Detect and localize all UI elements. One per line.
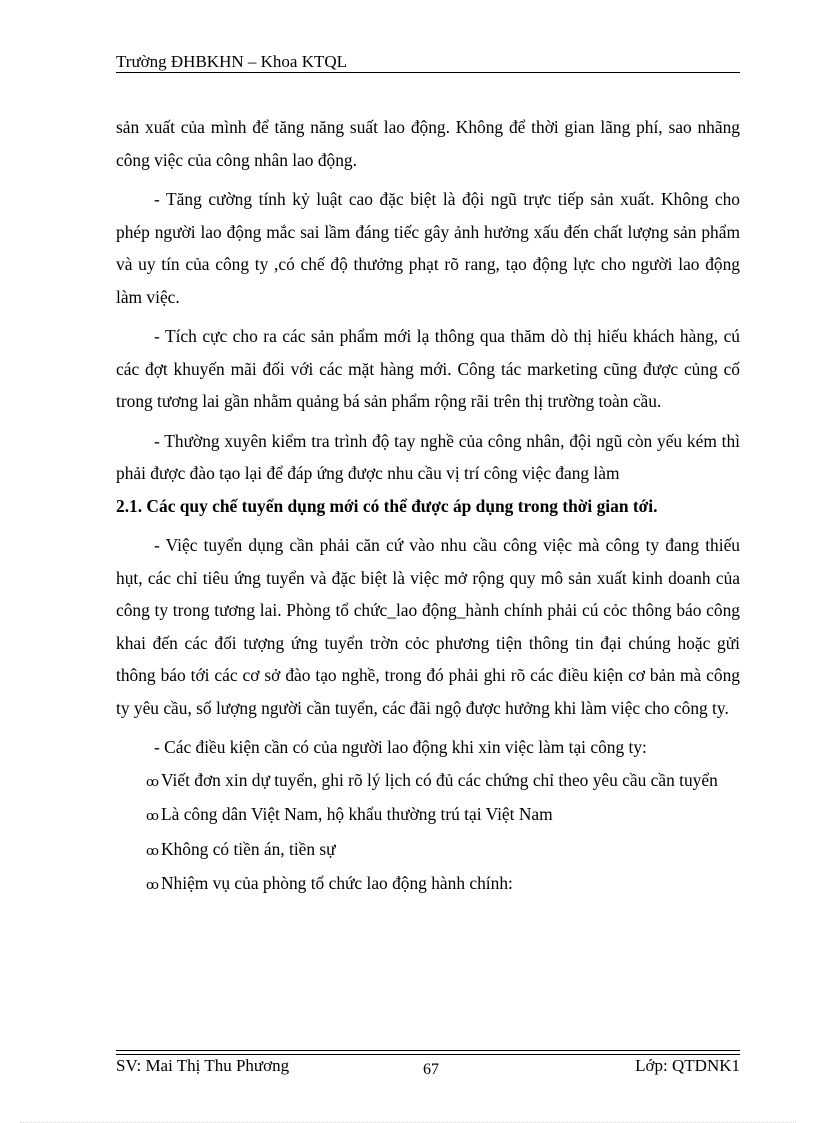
bullet-item <box>116 764 740 799</box>
header-rule <box>116 72 740 73</box>
bullet-text: Nhiệm vụ của phòng tổ chức lao động hành chính: <box>161 873 513 893</box>
paragraph-skills-check: - Thường xuyên kiểm tra trình độ tay nghề của công nhân, đội ngũ còn yếu kém thì phải được đào tạo lại để đáp ứng được nhu cầu vị trí công việc đang làm <box>116 430 740 483</box>
bullet-icon: ꝏ <box>146 808 158 823</box>
bullet-text: Là công dân Việt Nam, hộ khẩu thường trú tại Việt Nam <box>161 804 553 824</box>
class-name: Lớp: QTDNK1 <box>635 1056 740 1075</box>
bullet-text: Không có tiền án, tiền sự <box>161 838 336 859</box>
paragraph-recruitment: - Việc tuyển dụng cần phải căn cứ vào nhu cầu công việc mà công ty đang thiếu hụt, các chỉ tiêu ứng tuyển và đặc biệt là việc mở rộng quy mô sản xuất kinh doanh của công ty trong tương lai. Phòng tổ chức_lao động_hành chính phải cú cỏc thông báo công khai đến các đối tượng ứng tuyển trờn cỏc phương tiện thông tin đại chúng hoặc gửi thông báo tới các cơ sở đào tạo nghề, trong đó phải ghi rõ các điều kiện cơ bản mà công ty yêu cầu, số lượng người cần tuyển, các đãi ngộ được hưởng khi làm việc cho công ty. <box>116 535 740 718</box>
paragraph-conditions: - Các điều kiện cần có của người lao động khi xin việc làm tại công ty: <box>154 737 647 757</box>
paragraph-continued: sản xuất của mình để tăng năng suất lao động. Không để thời gian lãng phí, sao nhãng công việc của công nhân lao động. <box>116 117 740 170</box>
paragraph-discipline: - Tăng cường tính kỷ luật cao đặc biệt là đội ngũ trực tiếp sản xuất. Không cho phép người lao động mắc sai lầm đáng tiếc gây ảnh hưởng xấu đến chất lượng sản phẩm và uy tín của công ty ,có chế độ thưởng phạt rõ rang, tạo động lực cho người lao động làm việc. <box>116 189 740 307</box>
footer-rule-top <box>116 1050 740 1051</box>
section-heading: 2.1. Các quy chế tuyển dụng mới có thể được áp dụng trong thời gian tới. <box>116 495 658 516</box>
bullet-icon: ꝏ <box>146 877 158 892</box>
paragraph-new-products: - Tích cực cho ra các sản phẩm mới lạ thông qua thăm dò thị hiếu khách hàng, cú các đợt khuyến mãi đối với các mặt hàng mới. Công tác marketing cũng được củng cố trong tương lai gần nhằm quảng bá sản phẩm rộng rãi trên thị trường toàn cầu. <box>116 326 740 411</box>
page-footer <box>116 1056 740 1080</box>
bullet-item <box>116 833 740 868</box>
page-header: Trường ĐHBKHN – Khoa KTQL <box>116 52 348 71</box>
bullet-icon: ꝏ <box>146 773 158 789</box>
document-body <box>116 111 740 902</box>
student-name: SV: Mai Thị Thu Phương <box>116 1056 290 1075</box>
bullet-item <box>116 798 740 833</box>
bullet-item <box>116 867 740 902</box>
bullet-text: Viết đơn xin dự tuyển, ghi rõ lý lịch có đủ các chứng chỉ theo yêu cầu cần tuyển <box>161 769 718 790</box>
footer-rule-bottom <box>116 1054 740 1055</box>
page-number: 67 <box>423 1061 439 1078</box>
bullet-icon: ꝏ <box>146 842 158 858</box>
